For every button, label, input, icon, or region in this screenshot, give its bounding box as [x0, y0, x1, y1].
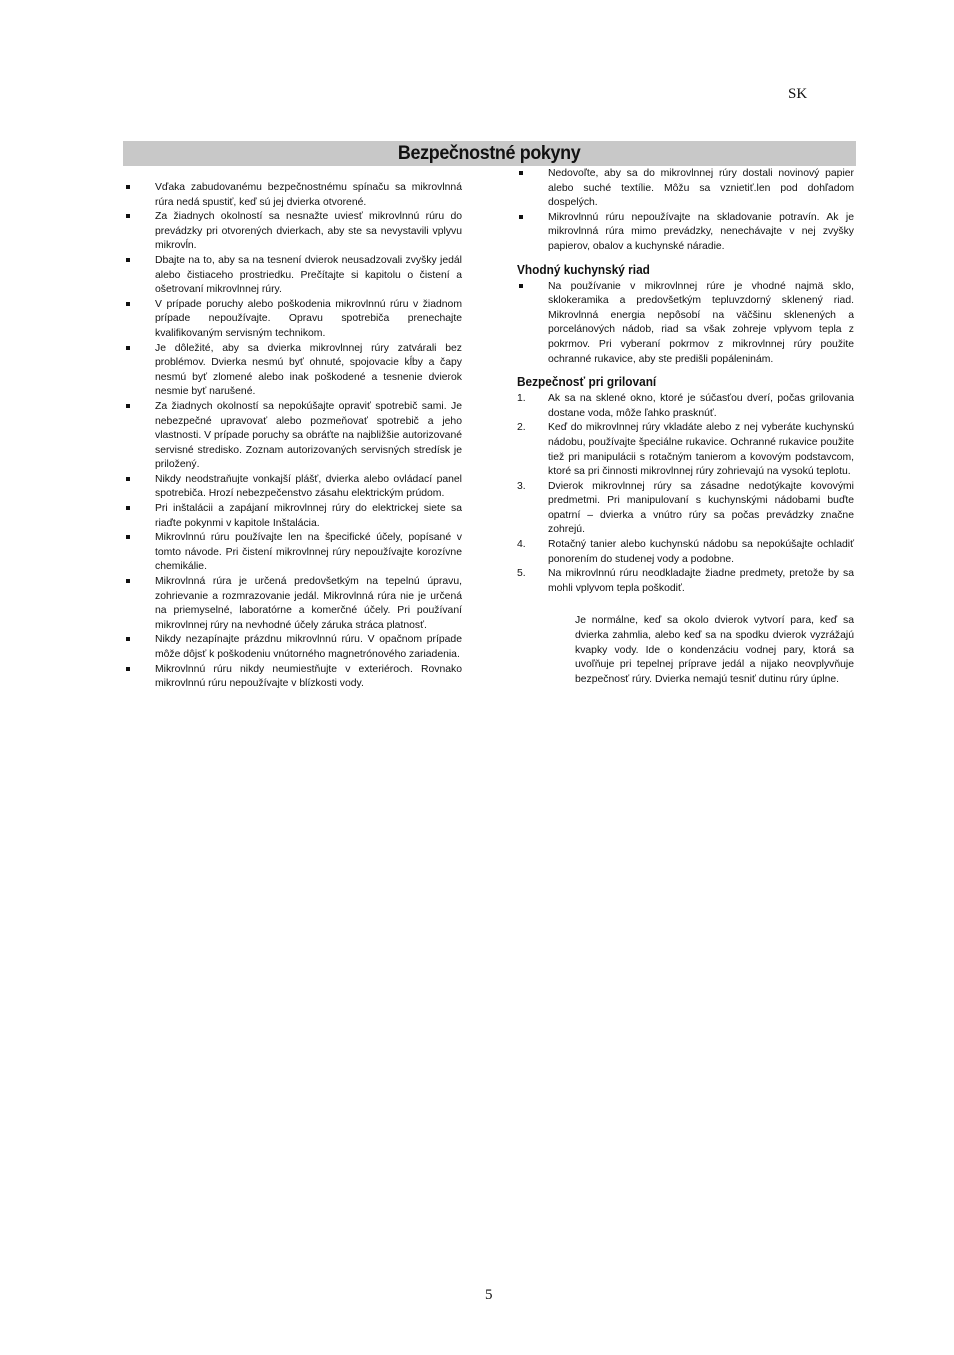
bullet-icon	[126, 506, 130, 510]
list-item: Mikrovlnnú rúru nepoužívajte na skladovanie potravín. Ak je mikrovlnná rúra mimo prevádzky, nenechávajte v nej zvyšky papierov, obalov a kuchynské náradie.	[517, 211, 854, 255]
language-code: SK	[788, 86, 808, 102]
bullet-icon	[519, 284, 523, 288]
safety-list	[124, 181, 462, 692]
item-number: 5.	[517, 568, 526, 580]
condensation-note: Je normálne, keď sa okolo dvierok vytvorí para, keď sa dvierka zahmlia, alebo keď sa na spodku dvierok vyzrážajú kvapky vody. Ide o kondenzáciu vodnej pary, ktorá sa uvoľňuje pri tepelnej príprave jedál a nijako neovplyvňuje bezpečnosť rúry. Dvierka nemajú tesniť dutinu rúry úplne.	[575, 615, 854, 685]
bullet-icon	[126, 579, 130, 583]
right-column	[517, 167, 854, 687]
list-item: Nikdy nezapínajte prázdnu mikrovlnnú rúru. V opačnom prípade môže dôjsť k poškodeniu vnútorného magnetrónového zariadenia.	[124, 633, 462, 662]
bullet-icon	[126, 185, 130, 189]
safety-list-continued	[517, 167, 854, 255]
list-item: 4. Rotačný tanier alebo kuchynskú nádobu sa nepokúšajte ochladiť ponorením do studenej vody a podobne.	[517, 539, 854, 565]
list-item: V prípade poruchy alebo poškodenia mikrovlnnú rúru v žiadnom prípade nepoužívajte. Opravu spotrebiča prenechajte kvalifikovaným servisným technikom.	[124, 298, 462, 342]
grill-list	[517, 392, 854, 596]
item-number: 3.	[517, 480, 526, 492]
cookware-list	[517, 280, 854, 368]
list-item: 2. Keď do mikrovlnnej rúry vkladáte alebo z nej vyberáte kuchynskú nádobu, používajte špeciálne rukavice. Ochranné rukavice použite tiež pri manipulácii s rotačným tanierom a kovovým podstavcom, ktoré sa pri činnosti mikrovlnnej rúry zohrievajú na vysokú teplotu.	[517, 422, 854, 478]
list-item: Vďaka zabudovanému bezpečnostnému spínaču sa mikrovlnná rúra nedá spustiť, keď sú jej dvierka otvorené.	[124, 181, 462, 210]
list-item: 1. Ak sa na sklené okno, ktoré je súčasťou dverí, počas grilovania dostane voda, môže ľahko prasknúť.	[517, 393, 854, 419]
bullet-icon	[126, 258, 130, 262]
bullet-icon	[519, 215, 523, 219]
bullet-icon	[126, 535, 130, 539]
list-item: Mikrovlnnú rúru nikdy neumiestňujte v exteriéroch. Rovnako mikrovlnnú rúru nepoužívajte v blízkosti vody.	[124, 663, 462, 692]
item-number: 1.	[517, 393, 526, 405]
list-item: Pri inštalácii a zapájaní mikrovlnnej rúry do elektrickej siete sa riaďte pokynmi v kapitole Inštalácia.	[124, 502, 462, 531]
bullet-icon	[126, 477, 130, 481]
list-item: Nedovoľte, aby sa do mikrovlnnej rúry dostali novinový papier alebo suché textílie. Môžu sa vznietiť.len pod dohľadom dospelých.	[517, 167, 854, 211]
bullet-icon	[519, 171, 523, 175]
grill-heading: Bezpečnosť pri grilovaní	[517, 375, 657, 390]
page-title: Bezpečnostné pokyny	[398, 142, 581, 164]
item-number: 2.	[517, 422, 526, 434]
bullet-icon	[126, 346, 130, 350]
page-number: 5	[485, 1287, 493, 1303]
list-item: Dbajte na to, aby sa na tesnení dvierok neusadzovali zvyšky jedál alebo čistiaceho prostriedku. Prečítajte si kapitolu o čistení a ošetrovaní mikrovlnnej rúry.	[124, 254, 462, 298]
bullet-icon	[126, 667, 130, 671]
bullet-icon	[126, 302, 130, 306]
cookware-heading: Vhodný kuchynský riad	[517, 262, 650, 277]
list-item: Mikrovlnnú rúru používajte len na špecifické účely, popísané v tomto návode. Pri čistení mikrovlnnej rúry nepoužívajte korozívne chemikálie.	[124, 531, 462, 575]
list-item: Nikdy neodstraňujte vonkajší plášť, dvierka alebo ovládací panel spotrebiča. Hrozí nebezpečenstvo zásahu elektrickým prúdom.	[124, 473, 462, 502]
list-item: Mikrovlnná rúra je určená predovšetkým na tepelnú úpravu, zohrievanie a rozmrazovanie jedál. Mikrovlnná rúra nie je určená na priemyselné, laboratórne a komerčné účely. Pri používaní mikrovlnnej rúry na nevhodné účely záruka stráca platnosť.	[124, 575, 462, 633]
list-item: Za žiadnych okolností sa nesnažte uviesť mikrovlnnú rúru do prevádzky pri otvorených dvierkach, aby ste sa nevystavili vplyvu mikrovĺn.	[124, 210, 462, 254]
title-bar	[123, 141, 856, 166]
bullet-icon	[126, 214, 130, 218]
list-item: 3. Dvierok mikrovlnnej rúry sa zásadne nedotýkajte kovovými predmetmi. Pri manipulovaní s kuchynskými nádobami buďte opatrní – dvierka a vnútro rúry sa počas prevádzky značne zohrejú.	[517, 480, 854, 536]
list-item: 5. Na mikrovlnnú rúru neodkladajte žiadne predmety, pretože by sa mohli vplyvom tepla poškodiť.	[517, 568, 854, 594]
list-item: Je dôležité, aby sa dvierka mikrovlnnej rúry zatvárali bez problémov. Dvierka nesmú byť ohnuté, spojovacie kĺby a čapy nesmú byť zlomené alebo inak poškodené a tesnenie dvierok nesmie byť narušené.	[124, 342, 462, 400]
bullet-icon	[126, 404, 130, 408]
item-number: 4.	[517, 539, 526, 551]
bullet-icon	[126, 637, 130, 641]
list-item: Za žiadnych okolností sa nepokúšajte opraviť spotrebič sami. Je nebezpečné upravovať alebo pozmeňovať spotrebič a jeho vlastnosti. V prípade poruchy sa obráťte na najbližšie autorizované servisné stredisko. Zoznam autorizovaných servisných stredísk je priložený.	[124, 400, 462, 473]
left-column	[124, 181, 462, 692]
list-item: Na používanie v mikrovlnnej rúre je vhodné najmä sklo, sklokeramika a predovšetkým tepluvzdorný sklenený riad. Mikrovlnná energia nepôsobí na väčšinu sklenených a porcelánových nádob, riad sa však zohreje vplyvom tepla z pokrmov. Pri vyberaní pokrmov z mikrovlnnej rúry použite ochranné rukavice, aby ste predišli popáleninám.	[517, 280, 854, 368]
